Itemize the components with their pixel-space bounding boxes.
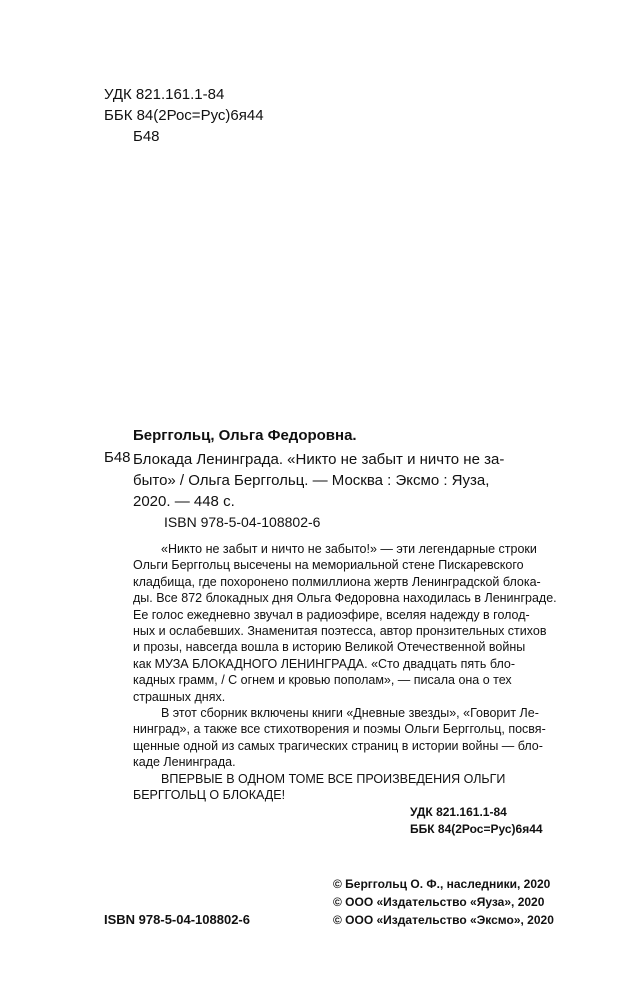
copyright-line: © Берггольц О. Ф., наследники, 2020 — [333, 877, 551, 891]
isbn-bottom: ISBN 978-5-04-108802-6 — [104, 912, 250, 927]
biblio-line: быто» / Ольга Берггольц. — Москва : Эксмо : Яуза, — [133, 472, 490, 489]
isbn-main: ISBN 978-5-04-108802-6 — [164, 514, 321, 530]
annotation-line: Ее голос ежедневно звучал в радиоэфире, вселяя надежду в голод- — [133, 607, 530, 622]
bbk-top: ББК 84(2Рос=Рус)6я44 — [104, 107, 264, 124]
annotation-line: кладбища, где похоронено полмиллиона жертв Ленинградской блока- — [133, 574, 541, 589]
udk-top: УДК 821.161.1-84 — [104, 86, 225, 103]
annotation-line: ных и ослабевших. Знаменитая поэтесса, автор пронзительных стихов — [133, 624, 547, 639]
annotation-line: БЕРГГОЛЬЦ О БЛОКАДЕ! — [133, 788, 286, 803]
author-sign: Б48 — [104, 449, 131, 466]
annotation-line: ды. Все 872 блокадных дня Ольга Федоровна находилась в Ленинграде. — [133, 591, 557, 606]
annotation — [133, 541, 557, 804]
copyright-line: © ООО «Издательство «Яуза», 2020 — [333, 895, 545, 909]
biblio-line: Блокада Ленинграда. «Никто не забыт и ничто не за- — [133, 451, 505, 468]
copyright-line: © ООО «Издательство «Эксмо», 2020 — [333, 913, 554, 927]
annotation-line: «Никто не забыт и ничто не забыто!» — эти легендарные строки — [161, 542, 537, 556]
annotation-line: ВПЕРВЫЕ В ОДНОМ ТОМЕ ВСЕ ПРОИЗВЕДЕНИЯ ОЛЬГИ — [161, 771, 506, 786]
annotation-line: нинград», а также все стихотворения и поэмы Ольги Берггольц, посвя- — [133, 722, 546, 737]
annotation-line: каде Ленинграда. — [133, 755, 236, 770]
annotation-line: как МУЗА БЛОКАДНОГО ЛЕНИНГРАДА. «Сто двадцать пять бло- — [133, 656, 516, 671]
annotation-line: Ольги Берггольц высечены на мемориальной стене Пискаревского — [133, 558, 524, 573]
author-sign-top: Б48 — [133, 128, 160, 145]
annotation-line: В этот сборник включены книги «Дневные звезды», «Говорит Ле- — [161, 706, 539, 721]
biblio-line: 2020. — 448 с. — [133, 493, 235, 510]
bbk-bottom: ББК 84(2Рос=Рус)6я44 — [410, 822, 543, 836]
bibliographic-description — [133, 449, 513, 512]
annotation-line: щенные одной из самых трагических страниц в истории войны — бло- — [133, 738, 543, 753]
author-heading: Берггольц, Ольга Федоровна. — [133, 427, 357, 444]
udk-bottom: УДК 821.161.1-84 — [410, 805, 507, 819]
annotation-line: страшных днях. — [133, 689, 226, 704]
annotation-line: и прозы, навсегда вошла в историю Великой Отечественной войны — [133, 640, 526, 655]
annotation-line: кадных грамм, / С огнем и кровью пополам», — писала она о тех — [133, 673, 512, 688]
